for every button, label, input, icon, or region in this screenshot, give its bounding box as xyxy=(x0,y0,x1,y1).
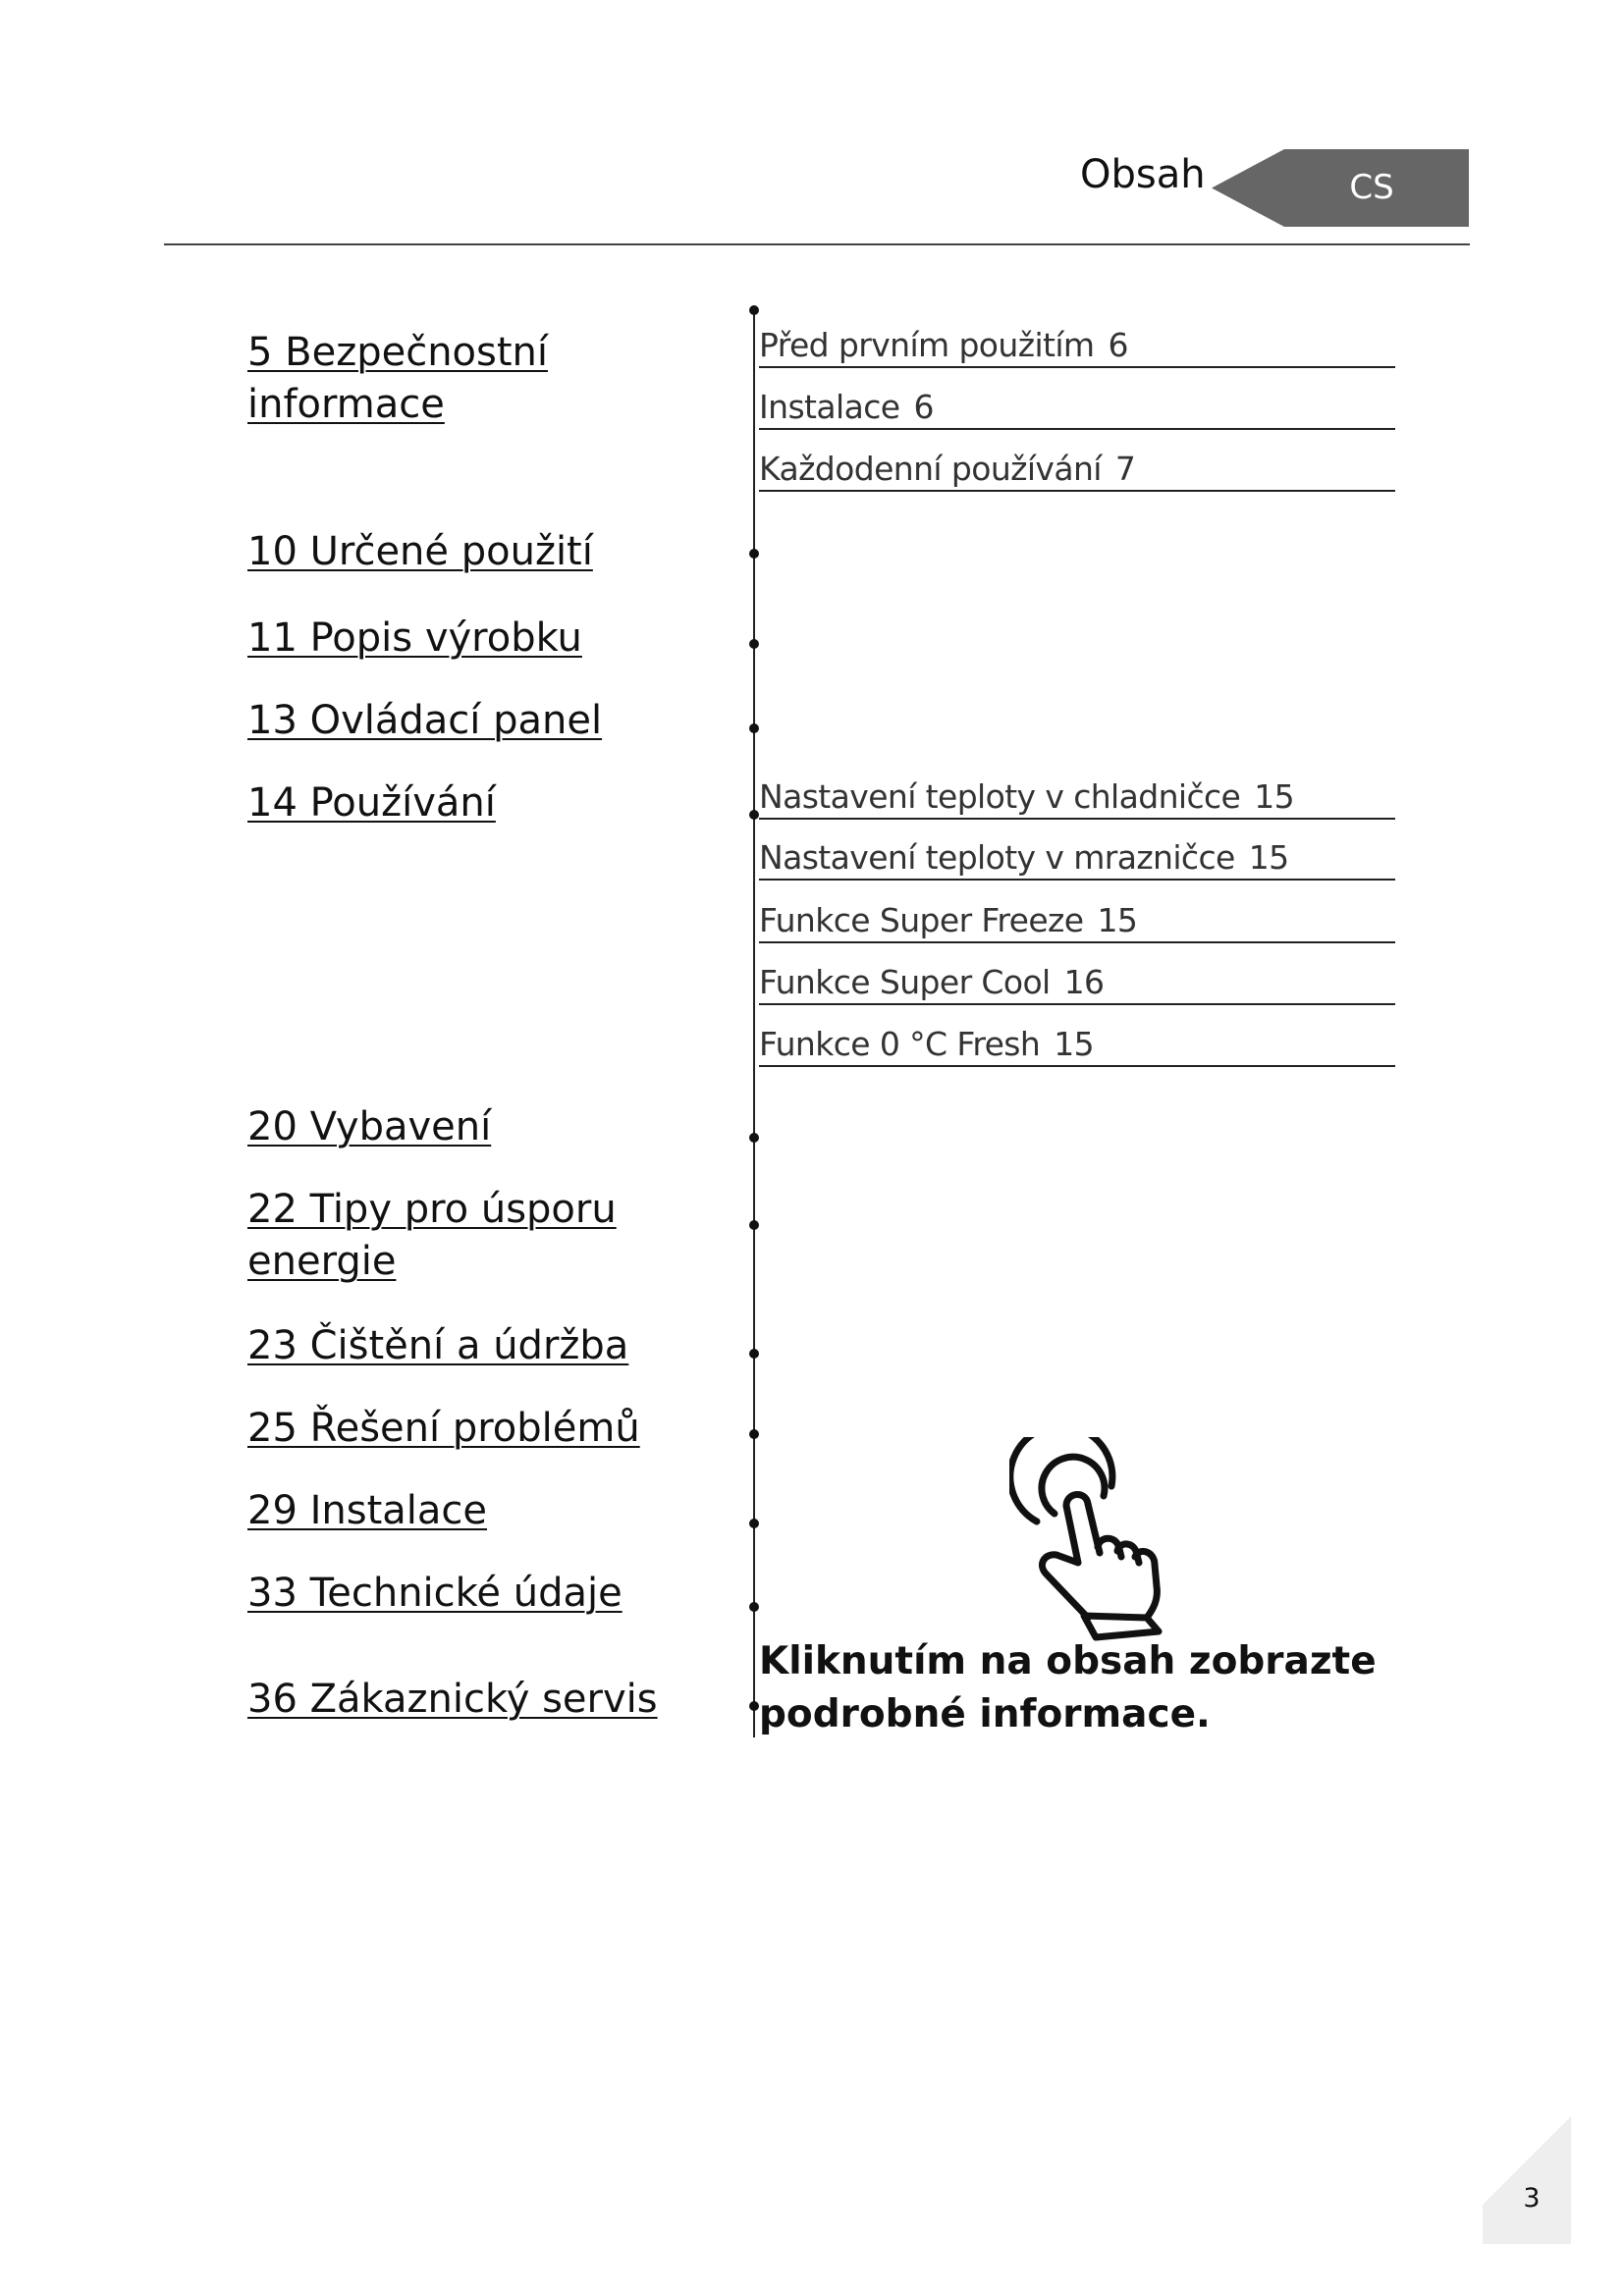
toc-chapter-label: 22 Tipy pro úsporu xyxy=(247,1187,617,1232)
timeline-dot xyxy=(749,1701,759,1711)
timeline-dot xyxy=(749,639,759,649)
toc-chapter-cleaning[interactable]: 23 Čištění a údržba xyxy=(247,1323,629,1368)
subentry-label: Funkce Super Cool xyxy=(759,963,1051,1001)
toc-subentry-super-cool[interactable] xyxy=(759,960,1395,1005)
timeline-dot xyxy=(749,1519,759,1528)
toc-chapter-label-continued: energie xyxy=(247,1239,397,1284)
toc-chapter-control-panel[interactable]: 13 Ovládací panel xyxy=(247,698,603,743)
subentry-page: 15 xyxy=(1254,777,1295,816)
subentry-page: 7 xyxy=(1114,450,1136,488)
page-number: 3 xyxy=(1523,2183,1541,2214)
subentry-label: Před prvním použitím xyxy=(759,326,1095,364)
timeline-dot xyxy=(749,723,759,733)
timeline-dot xyxy=(749,1133,759,1143)
timeline-dot xyxy=(749,1429,759,1439)
timeline-dot xyxy=(749,1602,759,1612)
toc-chapter-intended-use[interactable]: 10 Určené použití xyxy=(247,529,593,574)
page-corner-shape xyxy=(1483,2116,1571,2244)
subentry-page: 6 xyxy=(1108,326,1128,364)
subentry-label: Instalace xyxy=(759,388,900,426)
subentry-page: 16 xyxy=(1063,963,1105,1001)
toc-chapter-product-description[interactable]: 11 Popis výrobku xyxy=(247,615,582,661)
hint-line-1: Kliknutím na obsah zobrazte xyxy=(759,1639,1377,1683)
toc-subentry-super-freeze[interactable] xyxy=(759,898,1395,943)
toc-subentry-installation[interactable] xyxy=(759,385,1395,430)
subentry-label: Každodenní používání xyxy=(759,450,1102,488)
subentry-label: Nastavení teploty v mrazničce xyxy=(759,838,1235,877)
timeline-dot xyxy=(749,305,759,315)
toc-subentry-fresh-zero[interactable] xyxy=(759,1022,1395,1067)
toc-chapter-energy-tips[interactable] xyxy=(247,1184,617,1288)
subentry-label: Funkce 0 °C Fresh xyxy=(759,1025,1041,1063)
language-tab xyxy=(1212,149,1469,227)
page-title: Obsah xyxy=(1080,152,1206,197)
hint-line-2: podrobné informace. xyxy=(759,1692,1211,1736)
toc-subentry-fridge-temperature[interactable] xyxy=(759,774,1395,820)
timeline-dot xyxy=(749,1220,759,1230)
toc-chapter-label-continued: informace xyxy=(247,382,445,427)
toc-subentry-before-first-use[interactable] xyxy=(759,323,1395,368)
toc-chapter-accessories[interactable]: 20 Vybavení xyxy=(247,1104,492,1149)
toc-subentry-daily-use[interactable] xyxy=(759,447,1395,492)
toc-chapter-customer-service[interactable]: 36 Zákaznický servis xyxy=(247,1677,658,1722)
language-label: CS xyxy=(1349,168,1394,207)
toc-click-hint xyxy=(759,1635,1446,1741)
timeline-dot xyxy=(749,810,759,820)
toc-chapter-installation[interactable]: 29 Instalace xyxy=(247,1488,488,1533)
header-divider xyxy=(164,243,1470,245)
toc-chapter-label: 5 Bezpečnostní xyxy=(247,330,549,375)
subentry-page: 15 xyxy=(1097,901,1138,939)
toc-chapter-troubleshooting[interactable]: 25 Řešení problémů xyxy=(247,1406,640,1451)
toc-chapter-technical-data[interactable]: 33 Technické údaje xyxy=(247,1571,623,1616)
toc-chapter-usage[interactable]: 14 Používání xyxy=(247,780,496,826)
subentry-page: 15 xyxy=(1248,838,1289,877)
timeline-dot xyxy=(749,1349,759,1359)
tap-hand-icon xyxy=(1009,1437,1186,1643)
timeline-dot xyxy=(749,549,759,559)
subentry-label: Funkce Super Freeze xyxy=(759,901,1084,939)
subentry-page: 15 xyxy=(1054,1025,1095,1063)
subentry-page: 6 xyxy=(913,388,934,426)
subentry-label: Nastavení teploty v chladničce xyxy=(759,777,1241,816)
toc-chapter-safety[interactable] xyxy=(247,327,548,431)
toc-subentry-freezer-temperature[interactable] xyxy=(759,835,1395,881)
